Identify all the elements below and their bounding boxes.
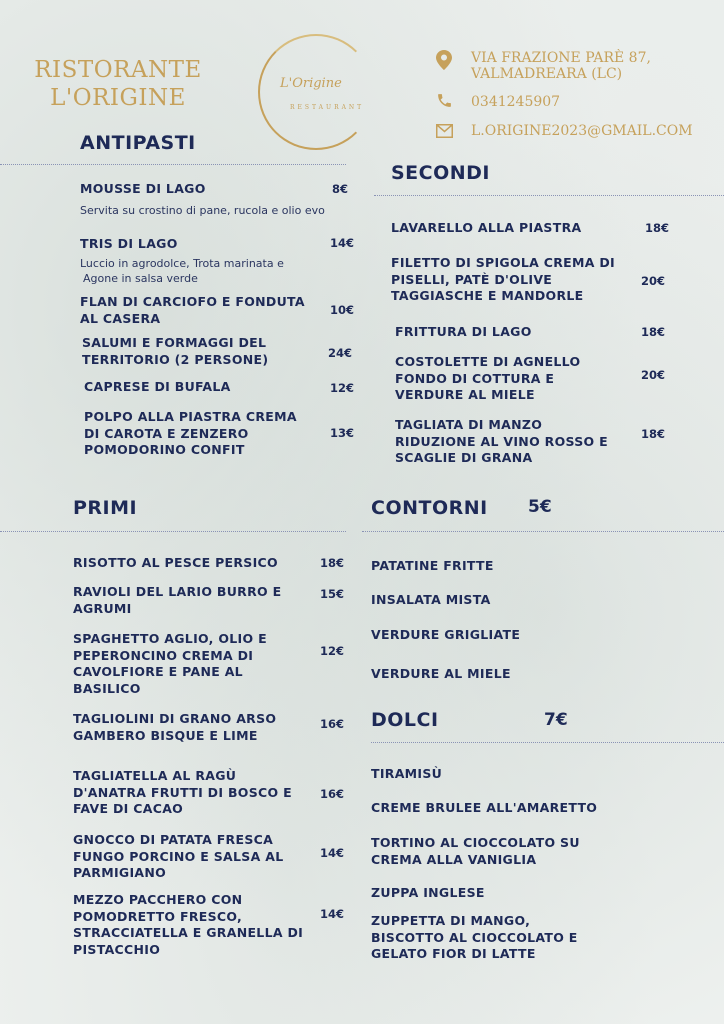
primi-item bbox=[73, 584, 345, 617]
item-name: FONDO DI COTTURA E bbox=[395, 370, 555, 386]
title-line-1: RISTORANTE bbox=[34, 57, 202, 83]
secondi-item bbox=[395, 324, 671, 341]
item-price: 12€ bbox=[330, 381, 355, 395]
dolci-heading: DOLCI bbox=[371, 709, 439, 731]
dolci-item: ZUPPA INGLESE bbox=[371, 885, 485, 900]
item-name: TRIS DI LAGO bbox=[80, 236, 178, 251]
item-name: D'ANATRA FRUTTI DI BOSCO E bbox=[73, 784, 292, 800]
item-name: GNOCCO DI PATATA FRESCA bbox=[73, 832, 274, 847]
item-name: TORTINO AL CIOCCOLATO SU bbox=[371, 835, 580, 850]
secondi-item bbox=[391, 255, 671, 305]
item-name: DI CAROTA E ZENZERO bbox=[84, 425, 249, 441]
item-price: 16€ bbox=[320, 787, 345, 801]
item-description: Agone in salsa verde bbox=[83, 271, 198, 285]
contact-block bbox=[436, 50, 706, 150]
item-name: GAMBERO BISQUE E LIME bbox=[73, 727, 258, 743]
item-name: LAVARELLO ALLA PIASTRA bbox=[391, 220, 582, 235]
logo bbox=[258, 34, 388, 152]
item-name: CREMA ALLA VANIGLIA bbox=[371, 851, 537, 867]
item-price: 13€ bbox=[330, 426, 355, 440]
contorni-item: VERDURE AL MIELE bbox=[371, 666, 511, 681]
secondi-heading: SECONDI bbox=[391, 162, 491, 184]
item-price: 16€ bbox=[320, 717, 345, 731]
primi-item bbox=[73, 711, 345, 744]
antipasti-heading: ANTIPASTI bbox=[80, 132, 196, 154]
map-pin-icon bbox=[436, 50, 452, 74]
address-line-1: VIA FRAZIONE PARÈ 87, bbox=[471, 50, 651, 66]
item-name: GELATO FIOR DI LATTE bbox=[371, 946, 536, 961]
item-name: STRACCIATELLA E GRANELLA DI bbox=[73, 925, 304, 940]
secondi-item bbox=[395, 417, 671, 467]
primi-item bbox=[73, 832, 345, 882]
dolci-item: TIRAMISÙ bbox=[371, 766, 443, 781]
item-name: VERDURE AL MIELE bbox=[395, 387, 535, 402]
item-name: FAVE DI CACAO bbox=[73, 801, 184, 816]
logo-script-text: L'Origine bbox=[280, 76, 342, 91]
contorni-heading: CONTORNI bbox=[371, 497, 488, 519]
item-price: 20€ bbox=[641, 368, 666, 382]
item-name: TAGLIOLINI DI GRANO ARSO bbox=[73, 711, 277, 726]
antipasti-divider bbox=[0, 164, 346, 165]
antipasti-item bbox=[80, 181, 355, 218]
item-price: 18€ bbox=[645, 221, 670, 235]
dolci-item: CREME BRULEE ALL'AMARETTO bbox=[371, 800, 598, 815]
email-address[interactable]: L.ORIGINE2023@GMAIL.COM bbox=[471, 123, 693, 139]
dolci-item bbox=[371, 913, 578, 963]
item-name: MOUSSE DI LAGO bbox=[80, 181, 206, 196]
item-price: 18€ bbox=[641, 427, 666, 441]
phone-icon bbox=[436, 92, 453, 113]
address-line-2: VALMADREARA (LC) bbox=[471, 66, 623, 82]
primi-item bbox=[73, 555, 345, 572]
logo-subtitle: RESTAURANT bbox=[290, 104, 365, 111]
item-name: ZUPPETTA DI MANGO, bbox=[371, 913, 531, 928]
item-description: Servita su crostino di pane, rucola e olio evo bbox=[80, 203, 325, 217]
item-name: RISOTTO AL PESCE PERSICO bbox=[73, 555, 278, 570]
item-name: POMODORINO CONFIT bbox=[84, 442, 245, 457]
item-name: AL CASERA bbox=[80, 310, 161, 326]
item-price: 14€ bbox=[320, 846, 345, 860]
item-name: BISCOTTO AL CIOCCOLATO E bbox=[371, 929, 578, 945]
item-price: 18€ bbox=[641, 325, 666, 339]
logo-ring bbox=[258, 34, 374, 150]
item-name: PEPERONCINO CREMA DI bbox=[73, 647, 254, 663]
item-name: CAVOLFIORE E PANE AL bbox=[73, 664, 243, 679]
item-name: RIDUZIONE AL VINO ROSSO E bbox=[395, 433, 608, 449]
primi-heading: PRIMI bbox=[73, 497, 138, 519]
dolci-price: 7€ bbox=[544, 710, 568, 730]
antipasti-item bbox=[80, 294, 355, 327]
secondi-item bbox=[391, 220, 671, 237]
item-name: TERRITORIO (2 PERSONE) bbox=[82, 351, 269, 367]
antipasti-item bbox=[82, 335, 355, 368]
dolci-item bbox=[371, 835, 580, 868]
antipasti-item bbox=[84, 379, 355, 396]
primi-divider bbox=[0, 531, 346, 532]
item-name: FILETTO DI SPIGOLA CREMA DI bbox=[391, 255, 616, 270]
item-name: COSTOLETTE DI AGNELLO bbox=[395, 354, 581, 369]
contorni-item: PATATINE FRITTE bbox=[371, 558, 494, 573]
title-line-2: L'ORIGINE bbox=[50, 85, 186, 111]
primi-item bbox=[73, 631, 345, 697]
item-name: FRITTURA DI LAGO bbox=[395, 324, 532, 339]
item-name: SPAGHETTO AGLIO, OLIO E bbox=[73, 631, 267, 646]
item-name: SCAGLIE DI GRANA bbox=[395, 450, 533, 465]
antipasti-item bbox=[84, 409, 355, 459]
contorni-item: INSALATA MISTA bbox=[371, 592, 491, 607]
item-price: 18€ bbox=[320, 556, 345, 570]
item-price: 24€ bbox=[328, 346, 353, 360]
item-name: AGRUMI bbox=[73, 600, 132, 616]
primi-item bbox=[73, 768, 345, 818]
item-price: 20€ bbox=[641, 274, 666, 288]
item-price: 8€ bbox=[332, 182, 349, 196]
item-name: TAGLIATA DI MANZO bbox=[395, 417, 543, 432]
contorni-divider bbox=[362, 531, 724, 532]
item-name: BASILICO bbox=[73, 680, 141, 696]
item-name: PISELLI, PATÈ D'OLIVE bbox=[391, 271, 553, 287]
item-name: FUNGO PORCINO E SALSA AL bbox=[73, 848, 284, 864]
item-description: Luccio in agrodolce, Trota marinata e bbox=[80, 256, 284, 270]
item-price: 14€ bbox=[330, 236, 355, 250]
item-price: 10€ bbox=[330, 303, 355, 317]
primi-item bbox=[73, 892, 345, 958]
item-name: CAPRESE DI BUFALA bbox=[84, 379, 231, 394]
mail-icon bbox=[436, 123, 453, 142]
item-name: POMODRETTO FRESCO, bbox=[73, 908, 243, 924]
secondi-divider bbox=[374, 195, 724, 196]
item-price: 15€ bbox=[320, 587, 345, 601]
phone-number[interactable]: 0341245907 bbox=[471, 94, 561, 110]
item-name: PISTACCHIO bbox=[73, 941, 161, 957]
item-name: RAVIOLI DEL LARIO BURRO E bbox=[73, 584, 282, 599]
item-name: TAGGIASCHE E MANDORLE bbox=[391, 288, 584, 303]
item-name: SALUMI E FORMAGGI DEL bbox=[82, 335, 267, 350]
contorni-price: 5€ bbox=[528, 497, 552, 517]
contorni-item: VERDURE GRIGLIATE bbox=[371, 627, 521, 642]
dolci-divider bbox=[371, 742, 724, 743]
item-name: POLPO ALLA PIASTRA CREMA bbox=[84, 409, 297, 424]
antipasti-item bbox=[80, 236, 355, 286]
item-price: 12€ bbox=[320, 644, 345, 658]
item-name: TAGLIATELLA AL RAGÙ bbox=[73, 768, 237, 783]
item-price: 14€ bbox=[320, 907, 345, 921]
item-name: PARMIGIANO bbox=[73, 865, 167, 880]
item-name: FLAN DI CARCIOFO E FONDUTA bbox=[80, 294, 305, 309]
item-name: MEZZO PACCHERO CON bbox=[73, 892, 243, 907]
restaurant-title bbox=[28, 56, 208, 112]
secondi-item bbox=[395, 354, 671, 404]
address bbox=[471, 50, 651, 82]
